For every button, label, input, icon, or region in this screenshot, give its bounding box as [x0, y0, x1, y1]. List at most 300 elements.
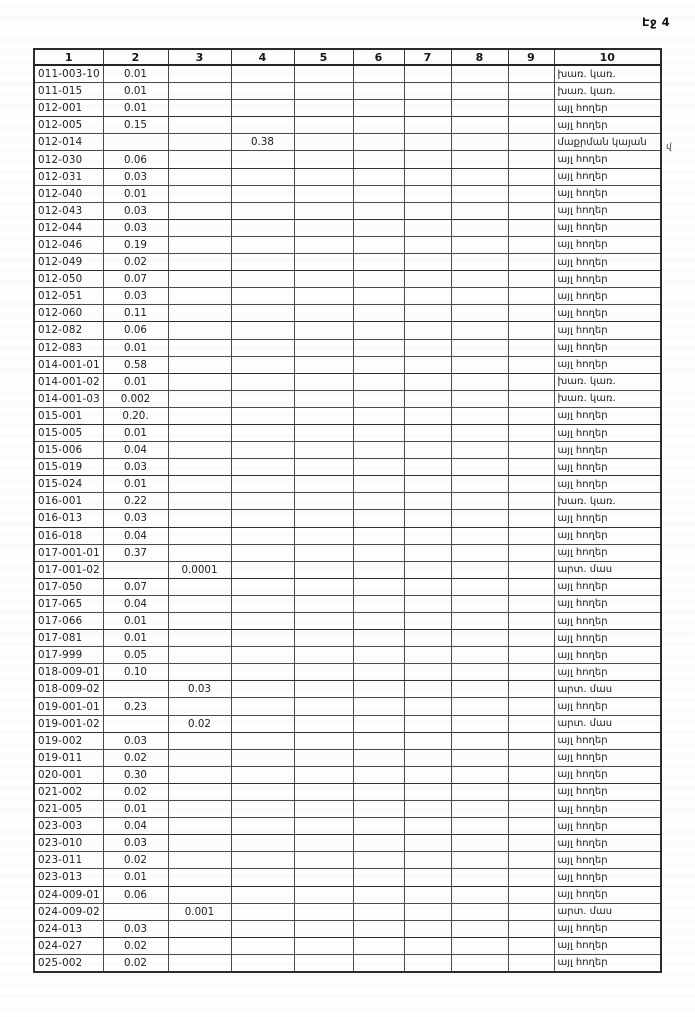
cell-col9: [508, 254, 554, 271]
cell-col9: [508, 818, 554, 835]
cell-col3: [168, 954, 231, 972]
cell-col10: այլ հողեր: [554, 869, 661, 886]
cell-col7: [404, 442, 451, 459]
cell-col9: [508, 459, 554, 476]
cell-col9: [508, 236, 554, 253]
cell-col8: [451, 305, 508, 322]
cell-col10: այլ հողեր: [554, 254, 661, 271]
cell-col3: [168, 202, 231, 219]
cell-col8: [451, 339, 508, 356]
cell-col5: [294, 527, 353, 544]
cell-col8: [451, 595, 508, 612]
cell-col3: [168, 493, 231, 510]
cell-col6: [353, 305, 404, 322]
cell-col2: 0.10: [103, 664, 168, 681]
cell-col7: [404, 168, 451, 185]
cell-col9: [508, 630, 554, 647]
cell-col10: այլ հողեր: [554, 698, 661, 715]
table-row: [34, 202, 661, 219]
cell-col5: [294, 168, 353, 185]
cell-col6: [353, 920, 404, 937]
table-row: [34, 254, 661, 271]
cell-col3: [168, 801, 231, 818]
cell-col3: [168, 937, 231, 954]
cell-col9: [508, 510, 554, 527]
cell-col6: [353, 185, 404, 202]
cell-col6: [353, 527, 404, 544]
cell-col3: [168, 698, 231, 715]
column-header: 10: [554, 49, 661, 65]
cell-col9: [508, 664, 554, 681]
cell-col3: [168, 818, 231, 835]
cell-col3: [168, 83, 231, 100]
cell-col1: 012-031: [34, 168, 103, 185]
cell-col5: [294, 476, 353, 493]
cell-col4: [231, 407, 294, 424]
cell-col8: [451, 151, 508, 168]
cell-col5: [294, 818, 353, 835]
cell-col2: 0.07: [103, 271, 168, 288]
cell-col9: [508, 373, 554, 390]
cell-col2: 0.23: [103, 698, 168, 715]
cell-col1: 012-083: [34, 339, 103, 356]
cell-col2: 0.01: [103, 801, 168, 818]
cell-col10: արտ. մաս: [554, 561, 661, 578]
cell-col10: այլ հողեր: [554, 236, 661, 253]
cell-col5: [294, 544, 353, 561]
cell-col5: [294, 202, 353, 219]
cell-col8: [451, 442, 508, 459]
cell-col2: 0.03: [103, 510, 168, 527]
table-row: [34, 219, 661, 236]
cell-col7: [404, 578, 451, 595]
cell-col7: [404, 219, 451, 236]
cell-col10: այլ հողեր: [554, 339, 661, 356]
column-header: 1: [34, 49, 103, 65]
cell-col6: [353, 219, 404, 236]
cell-col4: [231, 783, 294, 800]
cell-col9: [508, 288, 554, 305]
cell-col3: [168, 749, 231, 766]
cell-col3: [168, 527, 231, 544]
cell-col4: [231, 561, 294, 578]
cell-col9: [508, 937, 554, 954]
cell-col8: [451, 647, 508, 664]
cell-col6: [353, 100, 404, 117]
cell-col5: [294, 83, 353, 100]
cell-col4: 0.38: [231, 134, 294, 151]
table-row: [34, 168, 661, 185]
cell-col2: 0.01: [103, 339, 168, 356]
cell-col5: [294, 732, 353, 749]
cell-col4: [231, 766, 294, 783]
cell-col3: [168, 236, 231, 253]
cell-col1: 018-009-02: [34, 681, 103, 698]
cell-col2: 0.04: [103, 595, 168, 612]
cell-col10: այլ հողեր: [554, 613, 661, 630]
cell-col9: [508, 647, 554, 664]
table-body: [34, 65, 661, 972]
cell-col5: [294, 305, 353, 322]
cell-col9: [508, 886, 554, 903]
cell-col3: 0.0001: [168, 561, 231, 578]
cell-col5: [294, 801, 353, 818]
cell-col10: խառ. կառ.: [554, 83, 661, 100]
cell-col7: [404, 664, 451, 681]
cell-col10: այլ հողեր: [554, 647, 661, 664]
column-header: 2: [103, 49, 168, 65]
table-row: [34, 288, 661, 305]
table-row: [34, 732, 661, 749]
cell-col2: 0.01: [103, 476, 168, 493]
cell-col2: 0.01: [103, 613, 168, 630]
cell-col4: [231, 715, 294, 732]
table-row: [34, 356, 661, 373]
cell-col5: [294, 493, 353, 510]
cell-col6: [353, 339, 404, 356]
cell-col2: 0.02: [103, 254, 168, 271]
cell-col6: [353, 818, 404, 835]
table-row: [34, 134, 661, 151]
cell-col1: 024-009-02: [34, 903, 103, 920]
cell-col6: [353, 903, 404, 920]
cell-col5: [294, 937, 353, 954]
cell-col9: [508, 561, 554, 578]
cell-col5: [294, 681, 353, 698]
cell-col10: այլ հողեր: [554, 424, 661, 441]
cell-col3: [168, 151, 231, 168]
cell-col3: [168, 271, 231, 288]
table-row: [34, 544, 661, 561]
cell-col10: այլ հողեր: [554, 322, 661, 339]
cell-col8: [451, 954, 508, 972]
cell-col3: [168, 168, 231, 185]
cell-col2: 0.02: [103, 937, 168, 954]
cell-col3: [168, 732, 231, 749]
cell-col7: [404, 185, 451, 202]
cell-col5: [294, 595, 353, 612]
cell-col8: [451, 100, 508, 117]
cell-col8: [451, 219, 508, 236]
cell-col4: [231, 83, 294, 100]
cell-col8: [451, 117, 508, 134]
cell-col1: 020-001: [34, 766, 103, 783]
cell-col10: այլ հողեր: [554, 527, 661, 544]
cell-col7: [404, 715, 451, 732]
table-row: [34, 715, 661, 732]
cell-col6: [353, 647, 404, 664]
cell-col2: 0.03: [103, 168, 168, 185]
table-row: [34, 527, 661, 544]
cell-col6: [353, 835, 404, 852]
cell-col1: 012-051: [34, 288, 103, 305]
cell-col4: [231, 544, 294, 561]
cell-col8: [451, 698, 508, 715]
table-row: [34, 954, 661, 972]
cell-col1: 015-019: [34, 459, 103, 476]
cell-col7: [404, 818, 451, 835]
cell-col4: [231, 65, 294, 83]
table-row: [34, 835, 661, 852]
cell-col3: [168, 852, 231, 869]
cell-col7: [404, 527, 451, 544]
cell-col9: [508, 271, 554, 288]
cell-col9: [508, 219, 554, 236]
cell-col9: [508, 65, 554, 83]
cell-col6: [353, 117, 404, 134]
cell-col9: [508, 595, 554, 612]
cell-col5: [294, 407, 353, 424]
cell-col6: [353, 271, 404, 288]
cell-col2: 0.04: [103, 527, 168, 544]
table-row: [34, 801, 661, 818]
cell-col7: [404, 630, 451, 647]
cell-col1: 012-049: [34, 254, 103, 271]
table-row: [34, 869, 661, 886]
cell-col8: [451, 630, 508, 647]
table-row: [34, 271, 661, 288]
cell-col8: [451, 766, 508, 783]
cell-col2: [103, 903, 168, 920]
cell-col4: [231, 578, 294, 595]
cell-col5: [294, 766, 353, 783]
cell-col8: [451, 749, 508, 766]
cell-col1: 019-001-01: [34, 698, 103, 715]
cell-col10: այլ հողեր: [554, 459, 661, 476]
cell-col10: այլ հողեր: [554, 937, 661, 954]
cell-col3: 0.03: [168, 681, 231, 698]
cell-col7: [404, 732, 451, 749]
cell-col10: այլ հողեր: [554, 271, 661, 288]
cell-col8: [451, 424, 508, 441]
cell-col2: 0.22: [103, 493, 168, 510]
cell-col6: [353, 83, 404, 100]
cell-col1: 021-005: [34, 801, 103, 818]
cell-col2: 0.01: [103, 630, 168, 647]
cell-col8: [451, 852, 508, 869]
cell-col3: [168, 835, 231, 852]
cell-col3: [168, 664, 231, 681]
cell-col5: [294, 613, 353, 630]
cell-col7: [404, 766, 451, 783]
table-row: [34, 818, 661, 835]
cell-col5: [294, 390, 353, 407]
cell-col7: [404, 390, 451, 407]
cell-col9: [508, 202, 554, 219]
cell-col4: [231, 236, 294, 253]
header-row: [34, 49, 661, 65]
cell-col8: [451, 783, 508, 800]
table-row: [34, 185, 661, 202]
cell-col7: [404, 852, 451, 869]
cell-col6: [353, 168, 404, 185]
cell-col8: [451, 544, 508, 561]
cell-col8: [451, 664, 508, 681]
cell-col8: [451, 732, 508, 749]
cell-col9: [508, 869, 554, 886]
cell-col3: [168, 117, 231, 134]
table-row: [34, 390, 661, 407]
cell-col5: [294, 151, 353, 168]
cell-col4: [231, 903, 294, 920]
cell-col5: [294, 288, 353, 305]
cell-col7: [404, 305, 451, 322]
cell-col1: 012-060: [34, 305, 103, 322]
cell-col8: [451, 407, 508, 424]
cell-col7: [404, 271, 451, 288]
cell-col2: 0.06: [103, 322, 168, 339]
cell-col6: [353, 852, 404, 869]
table-row: [34, 151, 661, 168]
cell-col4: [231, 476, 294, 493]
cell-col9: [508, 852, 554, 869]
cell-col5: [294, 356, 353, 373]
cell-col3: [168, 219, 231, 236]
cell-col7: [404, 698, 451, 715]
cell-col1: 015-024: [34, 476, 103, 493]
cell-col10: այլ հողեր: [554, 100, 661, 117]
cell-col2: 0.01: [103, 373, 168, 390]
cell-col3: [168, 886, 231, 903]
cell-col8: [451, 459, 508, 476]
column-header: 8: [451, 49, 508, 65]
cell-col6: [353, 698, 404, 715]
table-row: [34, 339, 661, 356]
cell-col10: արտ. մաս: [554, 903, 661, 920]
cell-col7: [404, 801, 451, 818]
cell-col8: [451, 920, 508, 937]
cell-col1: 017-066: [34, 613, 103, 630]
cell-col10: այլ հողեր: [554, 595, 661, 612]
cell-col3: [168, 459, 231, 476]
cell-col4: [231, 168, 294, 185]
table-row: [34, 373, 661, 390]
cell-col4: [231, 818, 294, 835]
cell-col8: [451, 886, 508, 903]
cell-col6: [353, 424, 404, 441]
table-row: [34, 578, 661, 595]
cell-col3: 0.02: [168, 715, 231, 732]
cell-col2: 0.58: [103, 356, 168, 373]
cell-col10: այլ հողեր: [554, 356, 661, 373]
cell-col4: [231, 920, 294, 937]
cell-col6: [353, 459, 404, 476]
table-row: [34, 117, 661, 134]
cell-col10: այլ հողեր: [554, 442, 661, 459]
cell-col3: [168, 613, 231, 630]
cell-col4: [231, 613, 294, 630]
cell-col6: [353, 561, 404, 578]
cell-col7: [404, 920, 451, 937]
table-row: [34, 424, 661, 441]
cell-col9: [508, 578, 554, 595]
cell-col3: [168, 322, 231, 339]
cell-col1: 015-001: [34, 407, 103, 424]
cell-col10: այլ հողեր: [554, 476, 661, 493]
cell-col8: [451, 288, 508, 305]
cell-col2: 0.02: [103, 783, 168, 800]
cell-col2: 0.15: [103, 117, 168, 134]
cell-col9: [508, 903, 554, 920]
table-row: [34, 407, 661, 424]
cell-col3: [168, 766, 231, 783]
table-row: [34, 561, 661, 578]
cell-col10: այլ հողեր: [554, 117, 661, 134]
cell-col9: [508, 544, 554, 561]
cell-col1: 012-030: [34, 151, 103, 168]
cell-col9: [508, 476, 554, 493]
cell-col7: [404, 373, 451, 390]
cell-col7: [404, 937, 451, 954]
column-header: 4: [231, 49, 294, 65]
cell-col4: [231, 937, 294, 954]
cell-col5: [294, 578, 353, 595]
cell-col6: [353, 65, 404, 83]
cell-col6: [353, 766, 404, 783]
cell-col5: [294, 869, 353, 886]
cell-col8: [451, 510, 508, 527]
cell-col6: [353, 886, 404, 903]
table-row: [34, 305, 661, 322]
cell-col10: այլ հողեր: [554, 783, 661, 800]
cell-col10: այլ հողեր: [554, 305, 661, 322]
cell-col1: 023-010: [34, 835, 103, 852]
table-row: [34, 476, 661, 493]
cell-col4: [231, 749, 294, 766]
cell-col8: [451, 715, 508, 732]
cell-col4: [231, 732, 294, 749]
cell-col6: [353, 869, 404, 886]
cell-col6: [353, 407, 404, 424]
cell-col2: 0.06: [103, 151, 168, 168]
cell-col3: [168, 476, 231, 493]
cell-col6: [353, 954, 404, 972]
cell-col10: խառ. կառ.: [554, 65, 661, 83]
cell-col7: [404, 544, 451, 561]
cell-col8: [451, 578, 508, 595]
cell-col5: [294, 254, 353, 271]
cell-col10: մաքրման կայան: [554, 134, 661, 151]
cell-col9: [508, 954, 554, 972]
cell-col3: [168, 305, 231, 322]
cell-col5: [294, 715, 353, 732]
cell-col6: [353, 578, 404, 595]
cell-col6: [353, 356, 404, 373]
cell-col8: [451, 83, 508, 100]
cell-col4: [231, 647, 294, 664]
cell-col2: 0.37: [103, 544, 168, 561]
cell-col10: խառ. կառ.: [554, 373, 661, 390]
cell-col8: [451, 168, 508, 185]
cell-col3: [168, 544, 231, 561]
cell-col5: [294, 100, 353, 117]
handwritten-margin-mark: վ: [665, 141, 673, 153]
cell-col10: այլ հողեր: [554, 544, 661, 561]
cell-col1: 017-001-02: [34, 561, 103, 578]
cell-col6: [353, 732, 404, 749]
cell-col4: [231, 886, 294, 903]
table-row: [34, 100, 661, 117]
table-row: [34, 920, 661, 937]
table-row: [34, 83, 661, 100]
cell-col2: 0.05: [103, 647, 168, 664]
cell-col10: այլ հողեր: [554, 954, 661, 972]
cell-col7: [404, 954, 451, 972]
cell-col8: [451, 134, 508, 151]
cell-col4: [231, 527, 294, 544]
cell-col7: [404, 510, 451, 527]
cell-col7: [404, 356, 451, 373]
